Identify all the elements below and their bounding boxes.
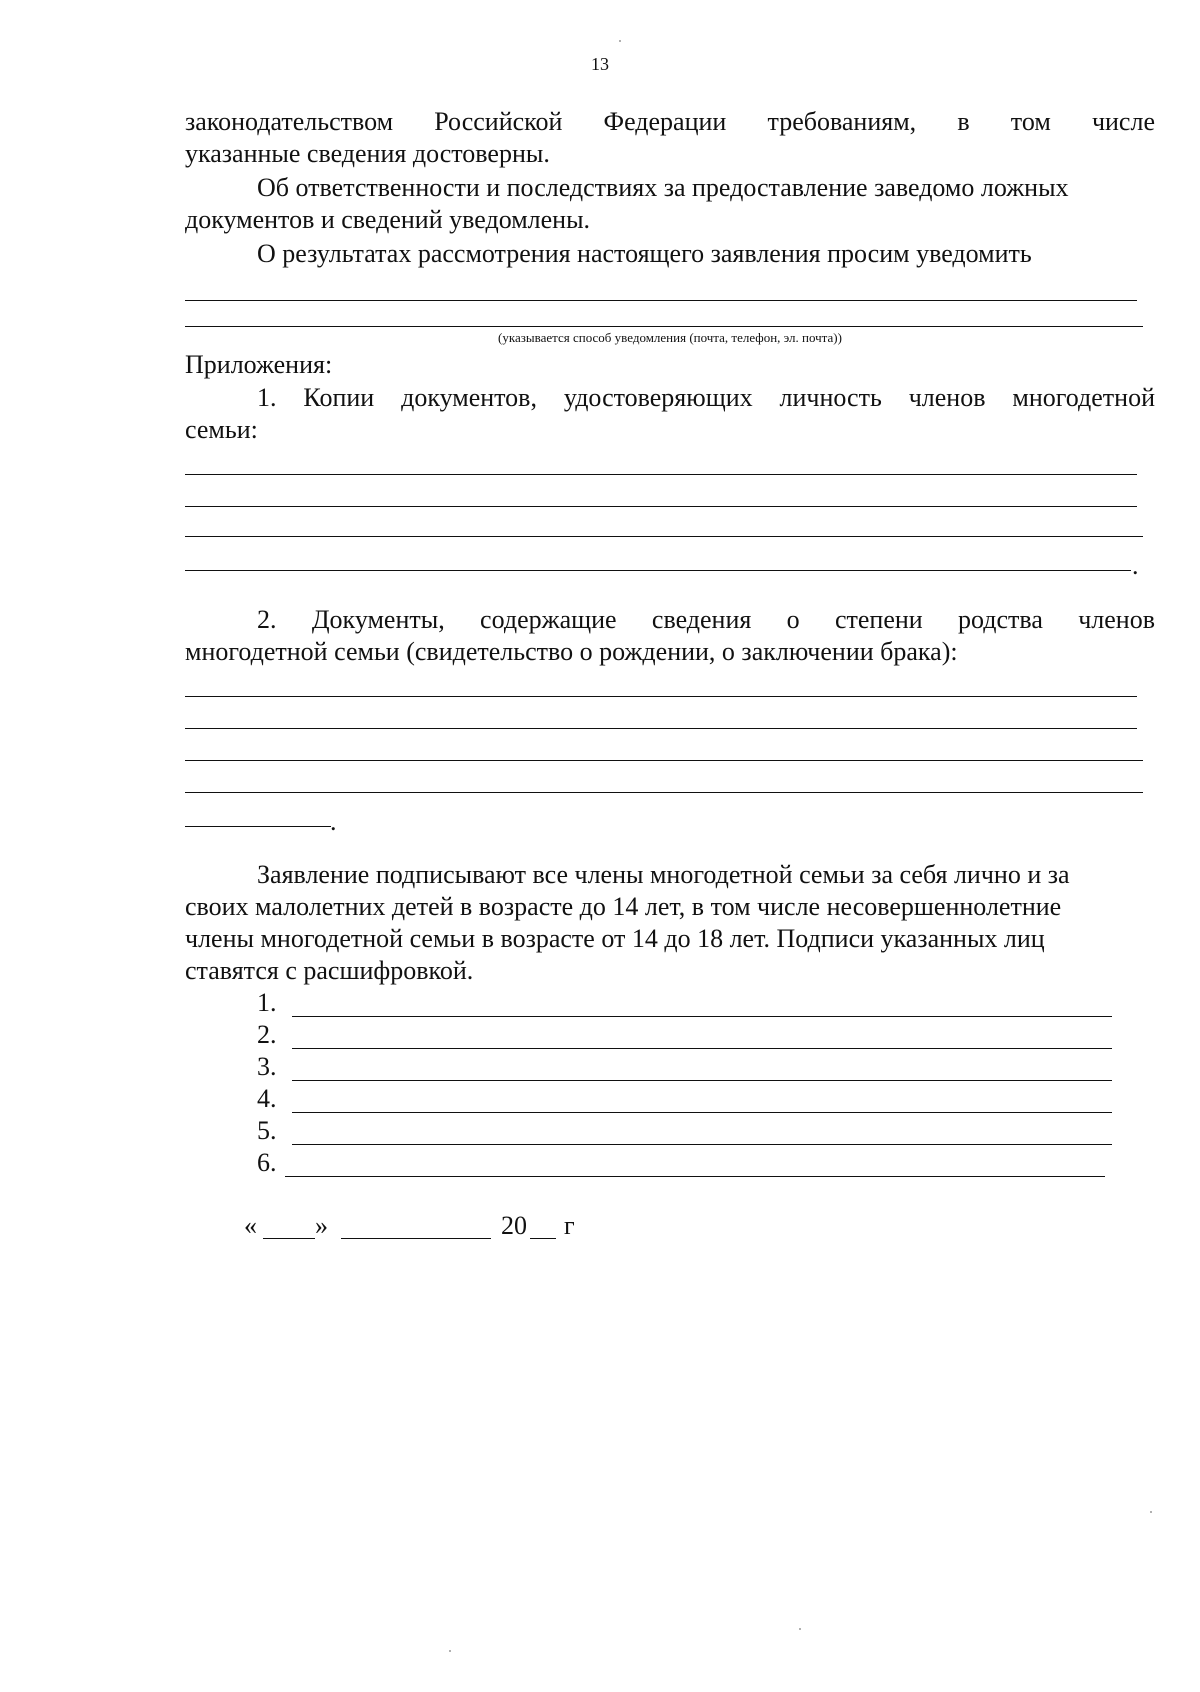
signature-number: 5. [257,1116,277,1145]
attachment-1-fill-line[interactable] [185,570,1131,571]
date-year-suffix: г [564,1211,575,1240]
notify-fill-line[interactable] [185,326,1143,327]
signature-number: 2. [257,1020,277,1049]
attachment-2-text: 2. Документы, содержащие сведения о степени родства членов [257,605,1155,634]
scan-speck [1150,1511,1152,1513]
attachment-2-period: . [330,807,337,836]
attachment-1-text: семьи: [185,415,258,444]
signature-number: 6. [257,1148,277,1177]
attachment-1-period: . [1132,551,1139,580]
attachment-2-fill-line[interactable] [185,792,1143,793]
signature-line[interactable] [292,1144,1112,1145]
signature-line[interactable] [292,1016,1112,1017]
notify-hint: (указывается способ уведомления (почта, телефон, эл. почта)) [498,330,842,345]
attachment-1-fill-line[interactable] [185,474,1137,475]
attachment-2-fill-line[interactable] [185,826,331,827]
scan-speck [799,1628,801,1630]
paragraph-line: указанные сведения достоверны. [185,139,550,168]
date-open-quote: « [244,1211,257,1240]
date-month-field[interactable] [341,1238,491,1239]
attachment-2-text: многодетной семьи (свидетельство о рождении, о заключении брака): [185,637,958,666]
paragraph-line: О результатах рассмотрения настоящего заявления просим уведомить [257,239,1032,268]
signature-number: 3. [257,1052,277,1081]
scan-speck [619,40,621,42]
page-number: 13 [591,54,609,74]
signature-line[interactable] [285,1176,1105,1177]
signature-instruction: Заявление подписывают все члены многодетной семьи за себя лично и за [257,860,1070,889]
signature-line[interactable] [292,1048,1112,1049]
attachment-2-fill-line[interactable] [185,696,1137,697]
attachment-2-fill-line[interactable] [185,760,1143,761]
signature-number: 1. [257,988,277,1017]
paragraph-line: документов и сведений уведомлены. [185,205,591,234]
date-year-prefix: 20 [501,1211,527,1240]
attachments-heading: Приложения: [185,350,333,379]
signature-number: 4. [257,1084,277,1113]
signature-instruction: ставятся с расшифровкой. [185,956,474,985]
attachment-1-text: 1. Копии документов, удостоверяющих личность членов многодетной [257,383,1155,412]
signature-instruction: своих малолетних детей в возрасте до 14 лет, в том числе несовершеннолетние [185,892,1062,921]
attachment-1-fill-line[interactable] [185,506,1137,507]
signature-instruction: члены многодетной семьи в возрасте от 14 до 18 лет. Подписи указанных лиц [185,924,1045,953]
attachment-2-fill-line[interactable] [185,728,1137,729]
attachment-1-fill-line[interactable] [185,536,1143,537]
signature-line[interactable] [292,1112,1112,1113]
date-day-field[interactable] [263,1238,315,1239]
paragraph-line: Об ответственности и последствиях за предоставление заведомо ложных [257,173,1069,202]
scan-speck [449,1650,451,1652]
notify-fill-line[interactable] [185,300,1137,301]
signature-line[interactable] [292,1080,1112,1081]
paragraph-line: законодательством Российской Федерации требованиям, в том числе [185,107,1155,136]
date-year-field[interactable] [530,1238,556,1239]
date-close-quote: » [315,1211,328,1240]
